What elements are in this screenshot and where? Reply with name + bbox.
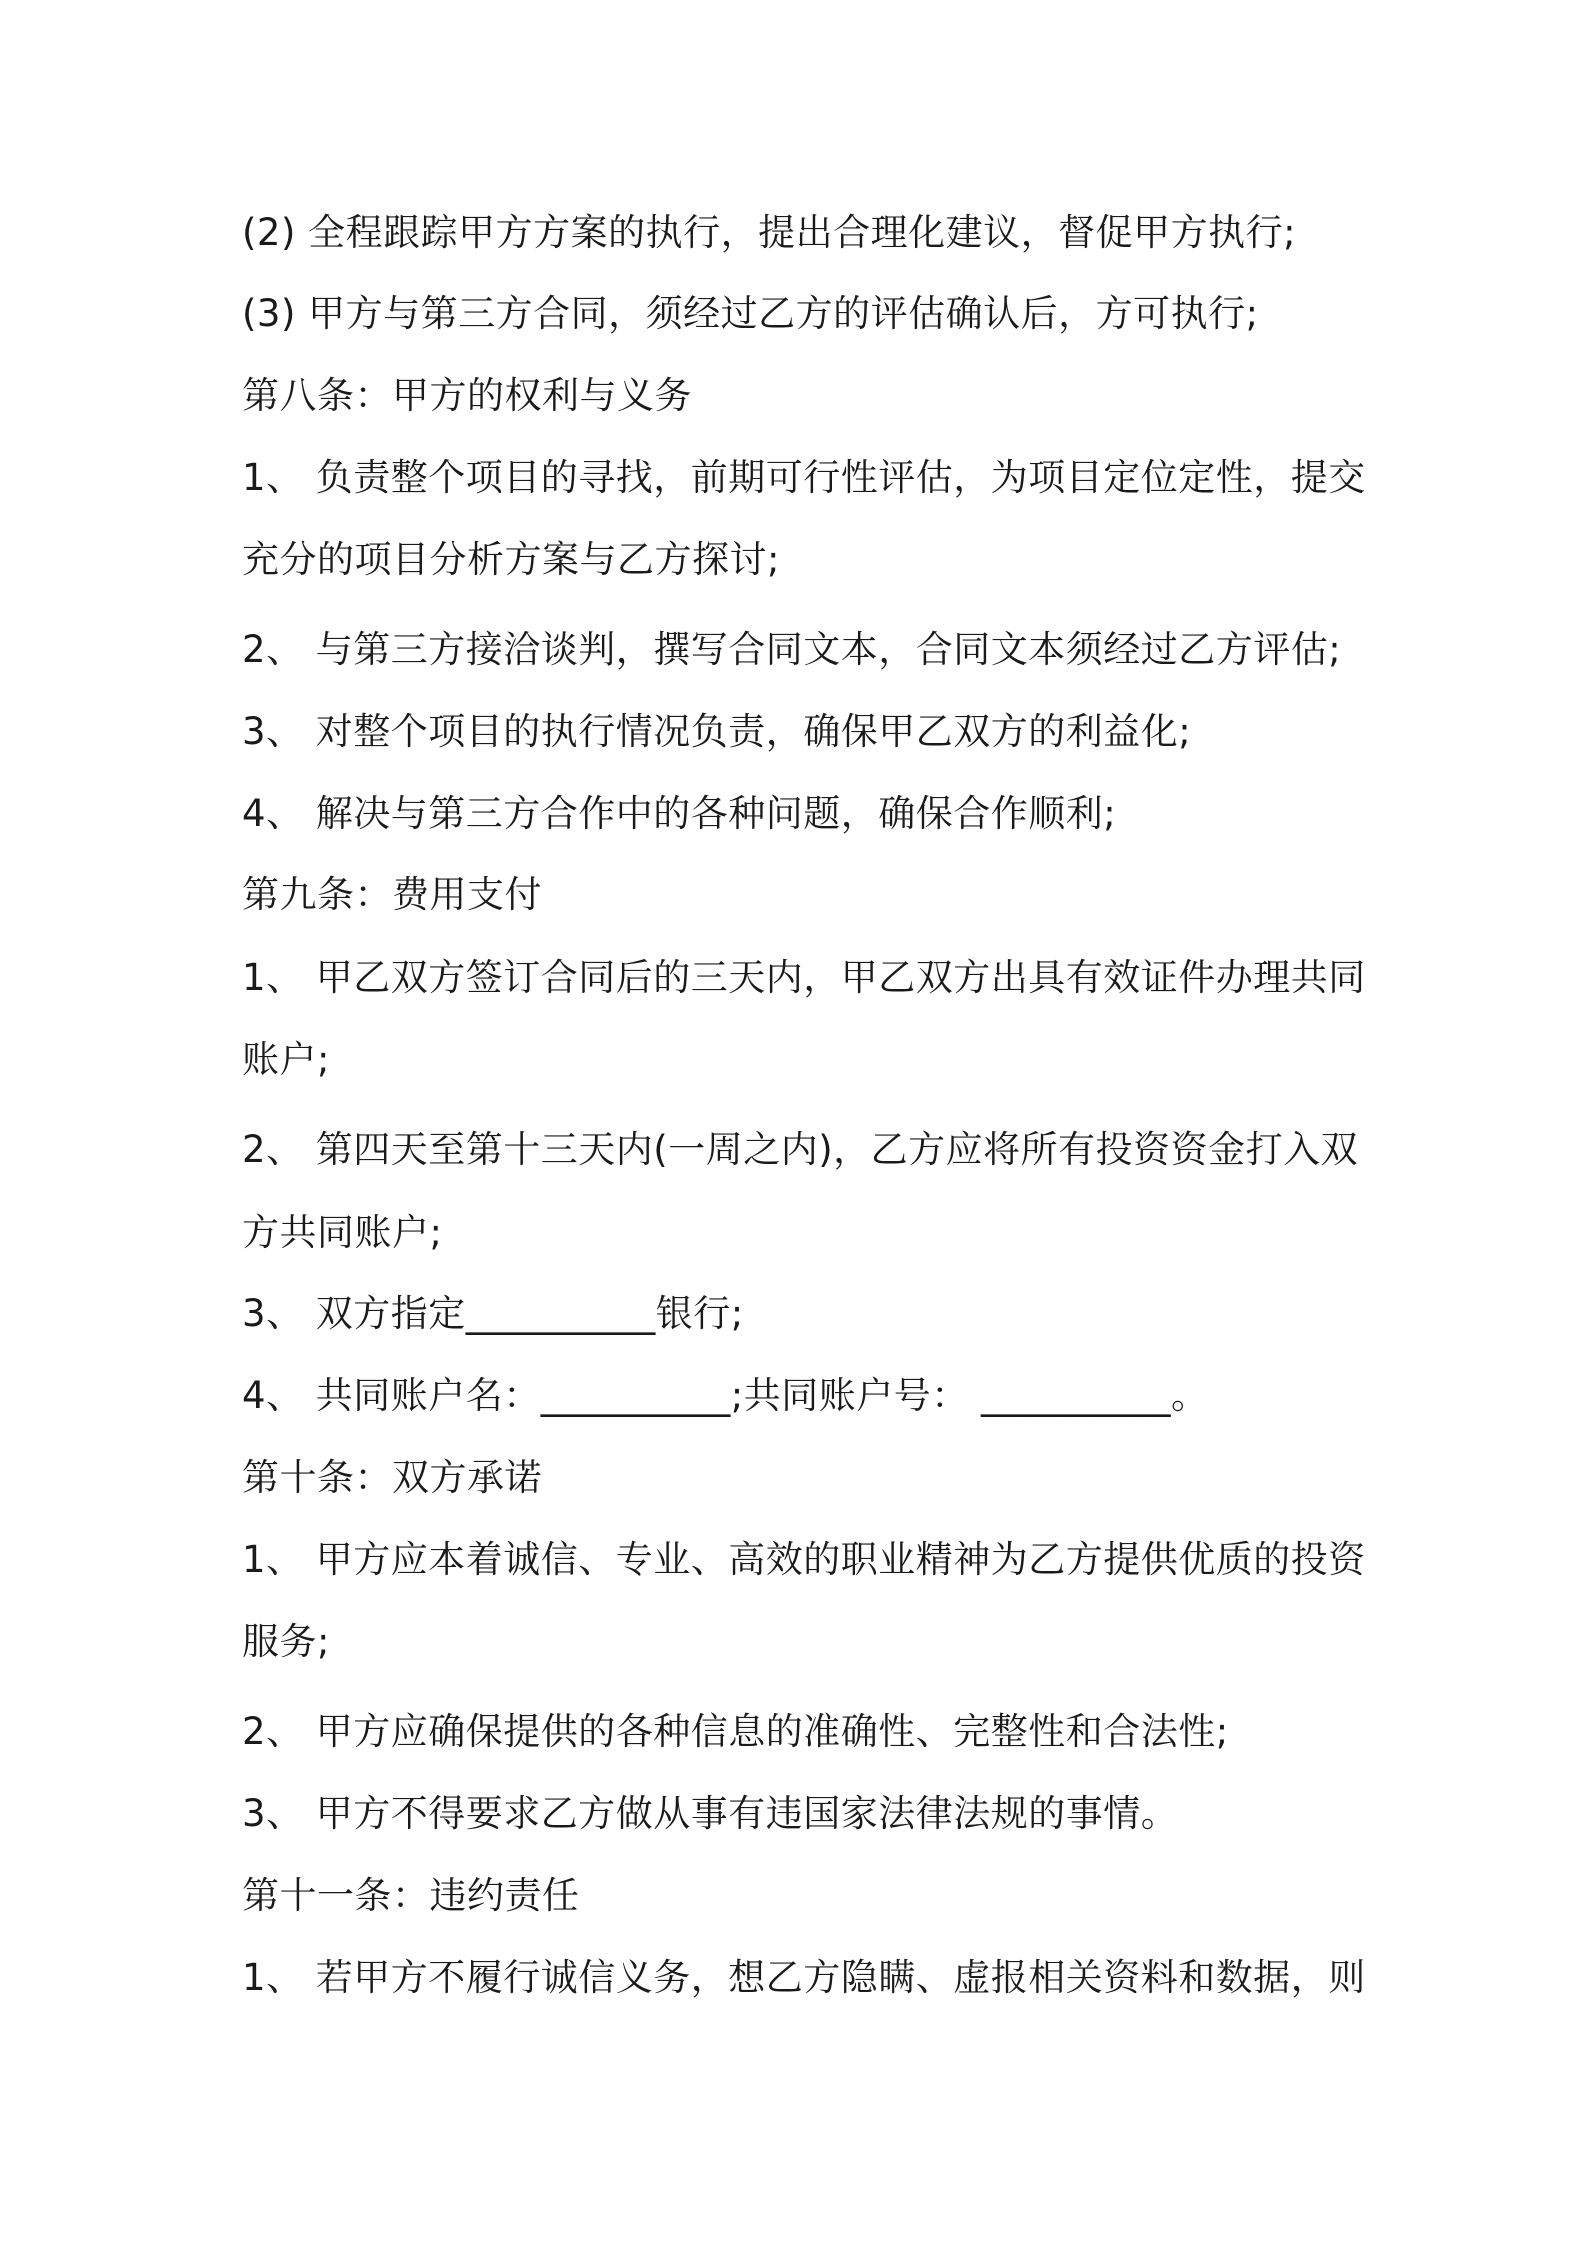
text-line: 1、 甲乙双方签订合同后的三天内，甲乙双方出具有效证件办理共同 [242,956,1366,999]
text-line: 2、 与第三方接洽谈判，撰写合同文本，合同文本须经过乙方评估; [242,628,1342,671]
text-line: (2) 全程跟踪甲方方案的执行，提出合理化建议，督促甲方执行; [242,211,1297,254]
text-line: 服务; [242,1620,330,1663]
text-line: 充分的项目分析方案与乙方探讨; [242,538,780,581]
text-line: 3、 甲方不得要求乙方做从事有违国家法律法规的事情。 [242,1792,1179,1835]
text-line: 1、 甲方应本着诚信、专业、高效的职业精神为乙方提供优质的投资 [242,1538,1366,1581]
text-line: 1、 负责整个项目的寻找，前期可行性评估，为项目定位定性，提交 [242,456,1366,499]
text-line: (3) 甲方与第三方合同，须经过乙方的评估确认后，方可执行; [242,292,1259,335]
article-heading: 第九条：费用支付 [242,873,542,916]
article-heading: 第十一条：违约责任 [242,1874,580,1917]
text-line: 方共同账户; [242,1211,443,1254]
text-line: 2、 甲方应确保提供的各种信息的准确性、完整性和合法性; [242,1710,1229,1753]
text-line: 1、 若甲方不履行诚信义务，想乙方隐瞒、虚报相关资料和数据，则 [242,1956,1366,1999]
text-line: 4、 共同账户名：__________;共同账户号： __________。 [242,1374,1209,1417]
article-heading: 第八条：甲方的权利与义务 [242,374,692,417]
text-line: 2、 第四天至第十三天内(一周之内)，乙方应将所有投资资金打入双 [242,1128,1359,1171]
text-line: 3、 对整个项目的执行情况负责，确保甲乙双方的利益化; [242,710,1192,753]
text-line: 账户; [242,1038,330,1081]
article-heading: 第十条：双方承诺 [242,1456,542,1499]
text-line: 4、 解决与第三方合作中的各种问题，确保合作顺利; [242,792,1117,835]
text-line: 3、 双方指定__________银行; [242,1292,744,1335]
